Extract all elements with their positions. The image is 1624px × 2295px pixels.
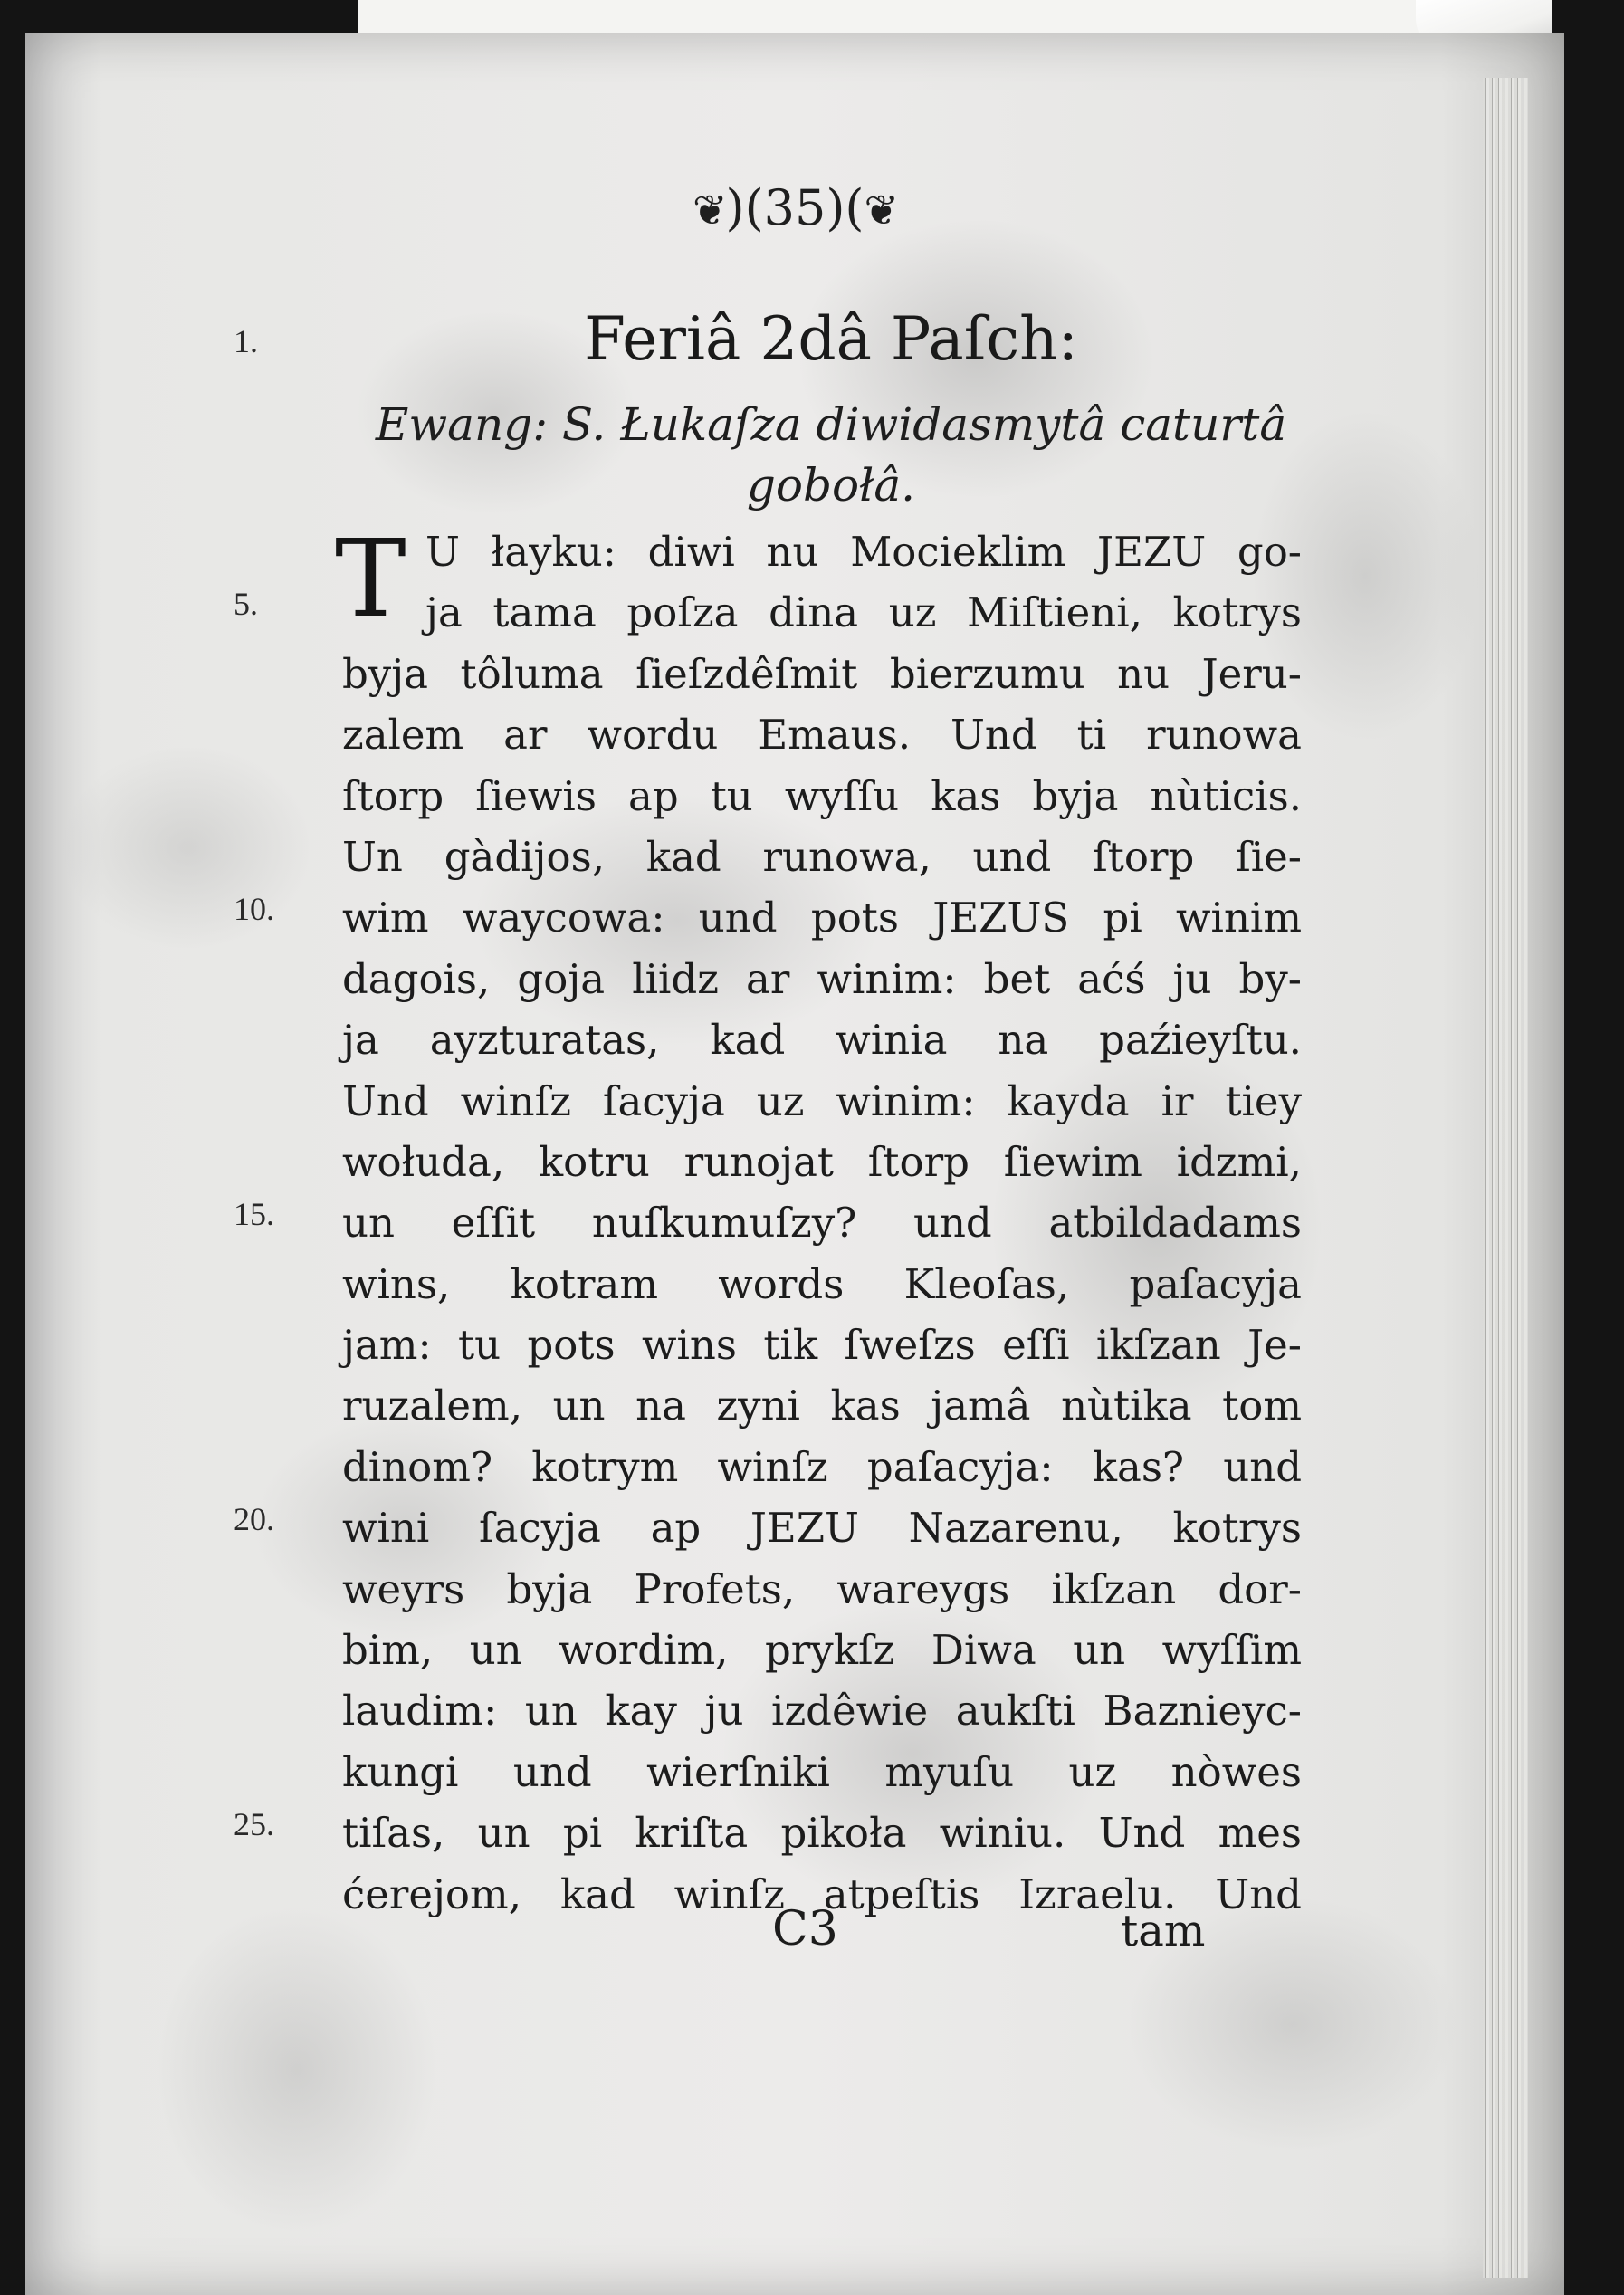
text-line: wins, kotram words Kleoſas, paſacyja — [342, 1259, 1302, 1308]
text-line: ja tama poſza dina uz Miſtieni, kotrys — [425, 588, 1302, 637]
text-line: ruzalem, un na zyni kas jamâ nùtika tom — [342, 1382, 1302, 1430]
text-line: Und winſz ſacyja uz winim: kayda ir tiey — [342, 1076, 1302, 1125]
text-line: wołuda, kotru runojat ſtorp ſiewim idzmi, — [342, 1137, 1302, 1186]
text-line: kungi und wierſniki myuſu uz nòwes — [342, 1747, 1302, 1796]
page-edges — [1483, 78, 1528, 2278]
text-line: zalem ar wordu Emaus. Und ti runowa — [342, 711, 1302, 760]
text-line: tiſas, un pi kriſta pikoła winiu. Und mes — [342, 1809, 1302, 1858]
text-line: laudim: un kay ju izdêwie aukſti Baznieyc- — [342, 1687, 1302, 1736]
line-number: 25. — [234, 1806, 274, 1842]
text-line: dinom? kotrym winſz paſacyja: kas? und — [342, 1442, 1302, 1491]
page-title: Feriâ 2dâ Paſch: — [584, 304, 1078, 374]
text-line: bim, un wordim, prykſz Diwa un wyſſim — [342, 1626, 1302, 1675]
text-line: U łayku: diwi nu Mocieklim JEZU go- — [425, 528, 1302, 576]
header-ornament-right-icon: ❦ — [864, 186, 898, 234]
page-header: ❦)(35)(❦ — [692, 179, 898, 236]
body-text — [335, 516, 1302, 1925]
catchword: tam — [1121, 1906, 1206, 1956]
page-footer — [342, 1902, 1302, 1965]
header-ornament-left-icon: ❦ — [692, 186, 726, 234]
text-line: dagois, goja liidz ar winim: bet aćś ju by- — [342, 954, 1302, 1003]
text-line: ſtorp ſiewis ap tu wyſſu kas byja nùticis. — [342, 771, 1302, 820]
line-number: 20. — [234, 1501, 274, 1537]
line-number: 1. — [234, 323, 258, 359]
text-line: wini ſacyja ap JEZU Nazarenu, kotrys — [342, 1504, 1302, 1553]
background-paper-strip — [358, 0, 1552, 34]
page-number: 35 — [763, 179, 826, 236]
signature-mark: C3 — [772, 1902, 838, 1956]
book-page — [25, 33, 1564, 2295]
text-line: ćerejom, kad winſz atpeſtis Izraelu. Und — [342, 1869, 1302, 1918]
drop-cap: T — [335, 516, 406, 641]
text-line: un eſſit nuſkumuſzy? und atbildadams — [342, 1199, 1302, 1248]
text-line: jam: tu pots wins tik ſweſzs eſſi ikſzan Je- — [342, 1321, 1302, 1370]
gospel-subtitle: Ewang: S. Łukaſza diwidasmytâ caturtâ gobołâ. — [375, 398, 1287, 512]
text-line: weyrs byja Profets, wareygs ikſzan dor- — [342, 1564, 1302, 1613]
line-number: 10. — [234, 891, 274, 927]
line-number: 15. — [234, 1196, 274, 1232]
text-line: Un gàdijos, kad runowa, und ſtorp ſie- — [342, 832, 1302, 881]
text-line: ja ayzturatas, kad winia na paźieyſtu. — [342, 1016, 1302, 1065]
text-line: byja tôluma ſieſzdêſmit bierzumu nu Jeru- — [342, 649, 1302, 698]
text-line: wim waycowa: und pots JEZUS pi winim — [342, 894, 1302, 942]
line-number: 5. — [234, 586, 258, 622]
